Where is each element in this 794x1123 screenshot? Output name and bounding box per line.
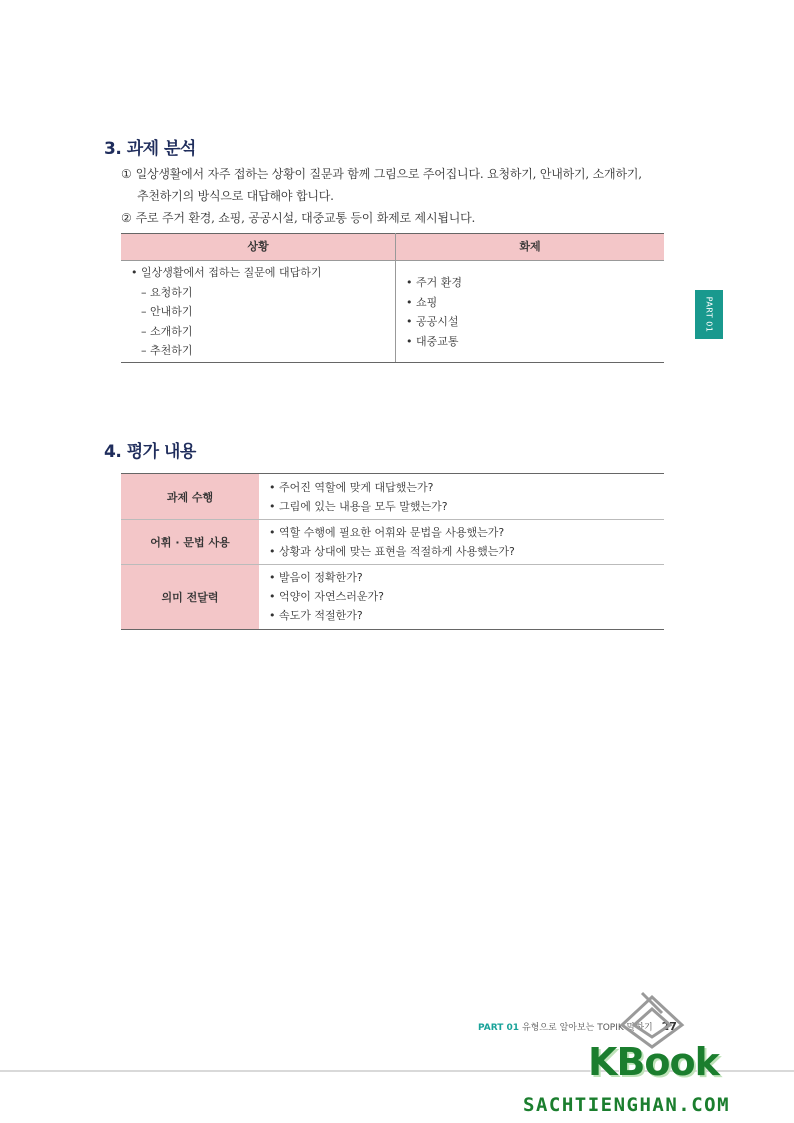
list-item: – 추천하기 xyxy=(141,344,193,357)
row-label: 어휘 · 문법 사용 xyxy=(121,520,259,564)
table-bottom-rule xyxy=(121,362,664,363)
list-item: • 상황과 상대에 맞는 표현을 적절하게 사용했는가? xyxy=(269,545,515,558)
footer-title: 유형으로 알아보는 TOPIK 말하기 xyxy=(521,1023,653,1033)
list-item: • 발음이 정확한가? xyxy=(269,571,363,584)
section-3-heading: 3. 과제 분석 xyxy=(104,139,196,159)
situation-cell xyxy=(131,263,322,361)
list-item: • 쇼핑 xyxy=(406,295,438,309)
list-item: – 안내하기 xyxy=(141,305,193,318)
row-values xyxy=(269,568,384,625)
situation-topic-table xyxy=(121,233,664,363)
evaluation-table xyxy=(121,473,664,630)
list-item: • 일상생활에서 접하는 질문에 대답하기 xyxy=(131,266,322,279)
row-values xyxy=(269,523,515,561)
item-1-line-1: 일상생활에서 자주 접하는 상황이 질문과 함께 그림으로 주어집니다. 요청하기, 안내하기, 소개하기, xyxy=(135,167,642,181)
part-side-tab xyxy=(695,290,723,339)
row-label: 의미 전달력 xyxy=(121,565,259,629)
list-item: • 속도가 적절한가? xyxy=(269,609,363,622)
page-number: 27 xyxy=(661,1020,677,1033)
table-row xyxy=(121,565,664,630)
list-item: • 주거 환경 xyxy=(406,276,462,289)
table-header-situation: 상황 xyxy=(121,233,395,261)
list-item: • 주어진 역할에 맞게 대답했는가? xyxy=(269,481,434,494)
list-item: • 역할 수행에 필요한 어휘와 문법을 사용했는가? xyxy=(269,526,505,539)
site-watermark: SACHTIENGHAN.COM xyxy=(523,1094,731,1116)
item-1-line-2: 추천하기의 방식으로 대답해야 합니다. xyxy=(137,189,334,203)
item-2-number: ② xyxy=(121,211,132,225)
section-4-heading: 4. 평가 내용 xyxy=(104,442,196,462)
task-analysis-item-2 xyxy=(121,207,475,229)
list-item: • 공공시설 xyxy=(406,315,459,328)
list-item: – 소개하기 xyxy=(141,324,193,338)
list-item: – 요청하기 xyxy=(141,285,193,299)
item-1-number: ① xyxy=(121,167,132,181)
side-tab-label: PART 01 xyxy=(704,296,714,333)
row-label: 과제 수행 xyxy=(121,474,259,519)
footer-part: PART 01 xyxy=(478,1023,520,1033)
table-row xyxy=(121,520,664,565)
table-row xyxy=(121,474,664,520)
list-item: • 대중교통 xyxy=(406,334,459,348)
topic-cell xyxy=(406,273,462,351)
row-values xyxy=(269,478,448,516)
table-header-topic: 화제 xyxy=(396,233,664,261)
kbook-logo: KBook xyxy=(588,1040,719,1084)
list-item: • 억양이 자연스러운가? xyxy=(269,590,384,603)
list-item: • 그림에 있는 내용을 모두 말했는가? xyxy=(269,500,448,513)
task-analysis-item-1 xyxy=(121,163,642,185)
item-2-line-1: 주로 주거 환경, 쇼핑, 공공시설, 대중교통 등이 화제로 제시됩니다. xyxy=(135,211,476,225)
column-divider xyxy=(395,233,396,363)
